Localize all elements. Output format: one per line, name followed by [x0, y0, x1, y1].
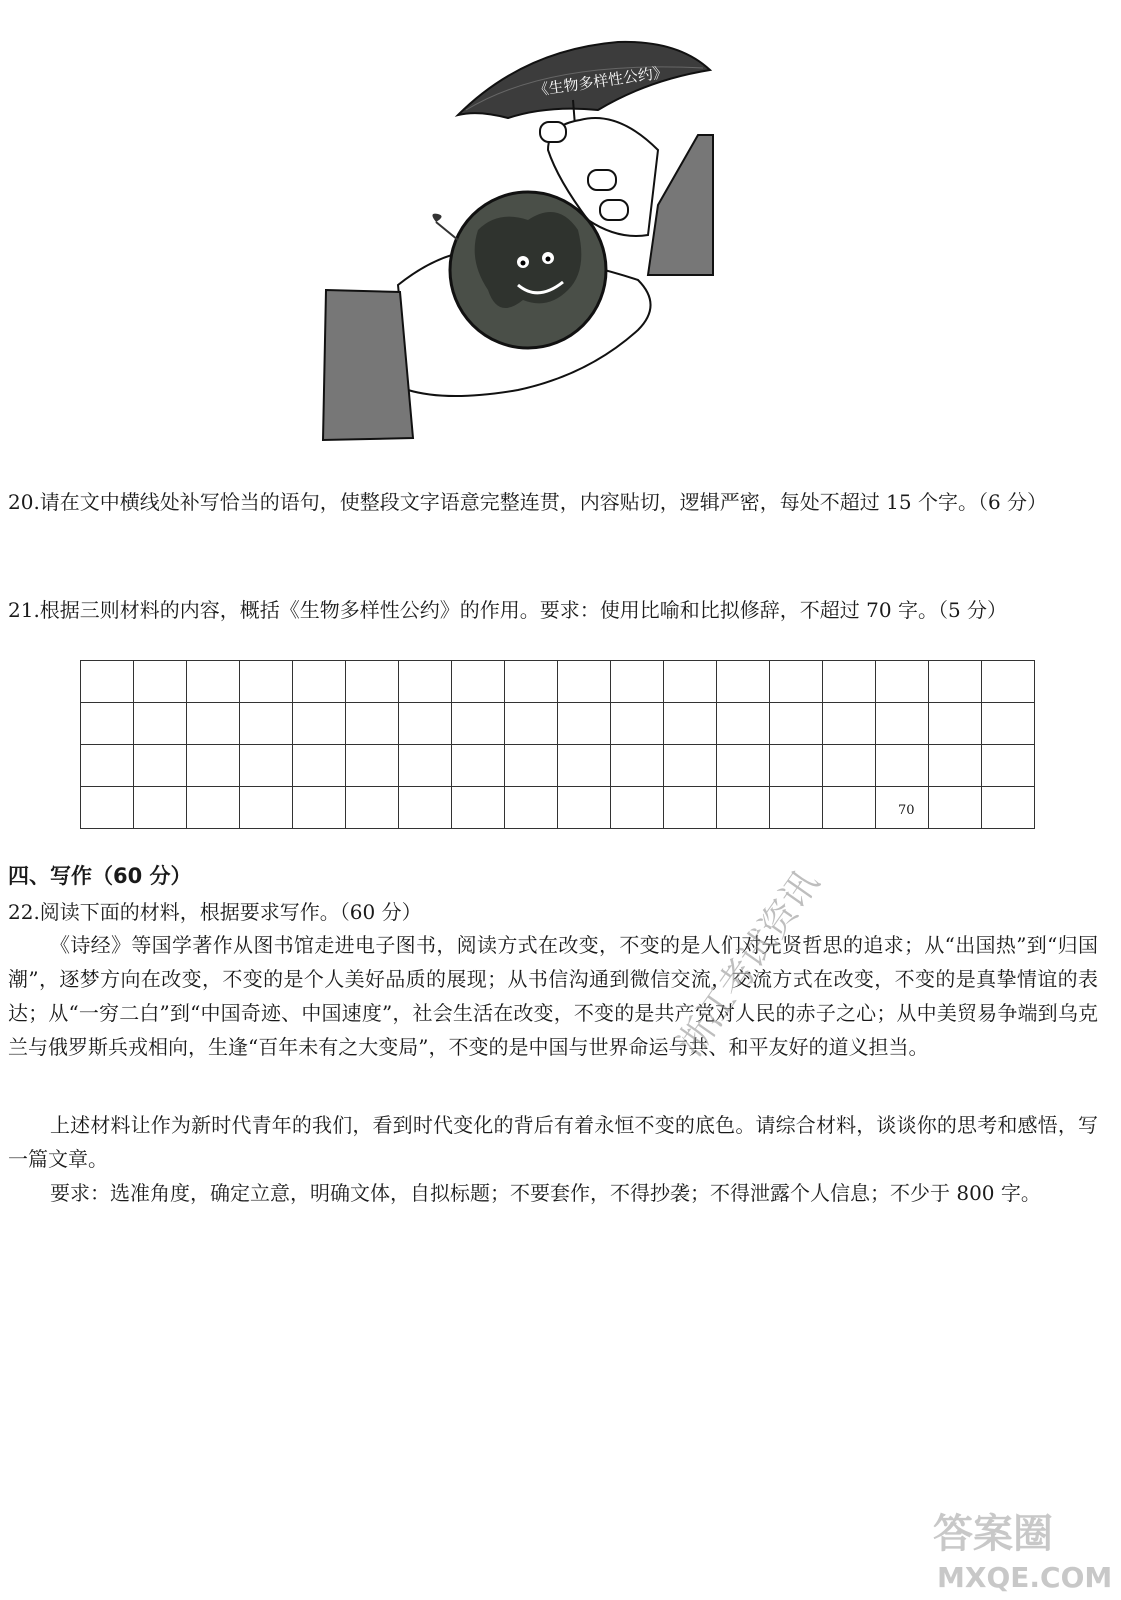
watermark-text: 浙江考试资讯 [669, 863, 828, 1064]
grid-row [81, 703, 1035, 745]
question-21: 21.根据三则材料的内容，概括《生物多样性公约》的作用。要求：使用比喻和比拟修辞，不超过 70 字。（5 分） [8, 598, 1008, 622]
grid-marker-70: 70 [898, 803, 915, 818]
cartoon-illustration [318, 30, 718, 445]
logo-text: 答案圈 [933, 1511, 1053, 1557]
question-20: 20.请在文中横线处补写恰当的语句，使整段文字语意完整连贯，内容贴切，逻辑严密，每处不超过 15 个字。（6 分） [8, 490, 1048, 514]
grid-row [81, 661, 1035, 703]
question-22-material: 《诗经》等国学著作从图书馆走进电子图书，阅读方式在改变，不变的是人们对先贤哲思的追求；从“出国热”到“归国潮”，逐梦方向在改变，不变的是个人美好品质的展现；从书信沟通到微信交流，交流方式在改变，不变的是真挚情谊的表达；从“一穷二白”到“中国奇迹、中国速度”，社会生活在改变，不变的是共产党对人民的赤子之心；从中美贸易争端到乌克兰与俄罗斯兵戎相向，生逢“百年未有之大变局”，不变的是中国与世界命运与共、和平友好的道义担当。 [8, 933, 1098, 1059]
section-4-title: 四、写作（60 分） [8, 864, 192, 888]
answer-grid[interactable] [80, 660, 1035, 829]
question-22-prompt: 上述材料让作为新时代青年的我们，看到时代变化的背后有着永恒不变的底色。请综合材料，谈谈你的思考和感悟，写一篇文章。 [8, 1113, 1098, 1171]
question-22-requirements: 要求：选准角度，确定立意，明确文体，自拟标题；不要套作，不得抄袭；不得泄露个人信息；不少于 800 字。 [50, 1181, 1041, 1205]
grid-row [81, 787, 1035, 829]
logo-url: MXQE.COM [937, 1561, 1113, 1594]
umbrella-label: 《生物多样性公约》 [532, 62, 669, 100]
question-22-heading: 22.阅读下面的材料，根据要求写作。（60 分） [8, 900, 422, 924]
site-logo [925, 1495, 1115, 1595]
grid-row [81, 745, 1035, 787]
